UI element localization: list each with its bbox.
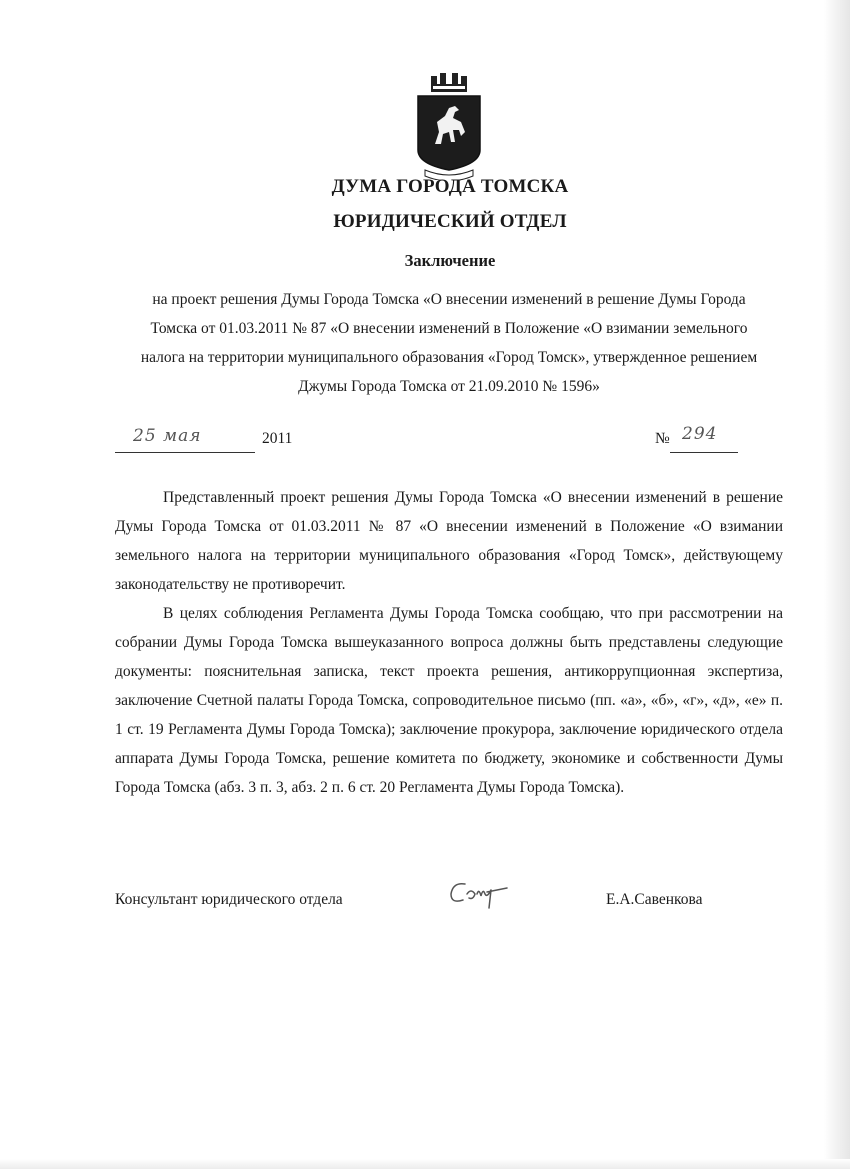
department-name: ЮРИДИЧЕСКИЙ ОТДЕЛ (333, 211, 567, 232)
document-body (115, 483, 783, 802)
subject-line: на проект решения Думы Города Томска «О внесении изменений в решение Думы Города (152, 291, 746, 308)
handwritten-date: 25 мая (133, 426, 202, 446)
body-paragraph: Представленный проект решения Думы Города Томска «О внесении изменений в решение Думы Города Томска от 01.03.2011 № 87 «О внесении изменений в Положение «О взимании земельного налога на территории муниципального образования «Город Томск», действующему законодательству не противоречит. (115, 489, 783, 593)
body-paragraph: В целях соблюдения Регламента Думы Города Томска сообщаю, что при рассмотрении на собрании Думы Города Томска вышеуказанного вопроса должны быть представлены следующие документы: пояснительная записка, текст проекта решения, антикоррупционная экспертиза, заключение Счетной палаты Города Томска, сопроводительное письмо (пп. «а», «б», «г», «д», «е» п. 1 ст. 19 Регламента Думы Города Томска); заключение прокурора, заключение юридического отдела аппарата Думы Города Томска, решение комитета по бюджету, экономике и собственности Думы Города Томска (абз. 3 п. 3, абз. 2 п. 6 ст. 20 Регламента Думы Города Томска). (115, 605, 783, 796)
handwritten-number: 294 (682, 424, 718, 444)
handwritten-signature (445, 874, 525, 914)
organization-name: ДУМА ГОРОДА ТОМСКА (331, 176, 569, 197)
document-title: Заключение (404, 251, 496, 270)
number-field (670, 424, 738, 453)
subject-line: Джумы Города Томска от 21.09.2010 № 1596» (298, 378, 600, 395)
subject-line: налога на территории муниципального образования «Город Томск», утвержденное решением (140, 349, 758, 366)
subject-line: Томска от 01.03.2011 № 87 «О внесении изменений в Положение «О взимании земельного (150, 320, 748, 337)
document-subject (110, 285, 788, 401)
date-year: 2011 (262, 430, 293, 447)
date-field (115, 426, 255, 453)
tomsk-coat-of-arms-emblem (415, 72, 483, 180)
number-label: № (655, 430, 670, 447)
signer-position: Консультант юридического отдела (115, 891, 343, 908)
scan-shadow-bottom (0, 1159, 850, 1169)
signer-name: Е.А.Савенкова (606, 891, 703, 908)
